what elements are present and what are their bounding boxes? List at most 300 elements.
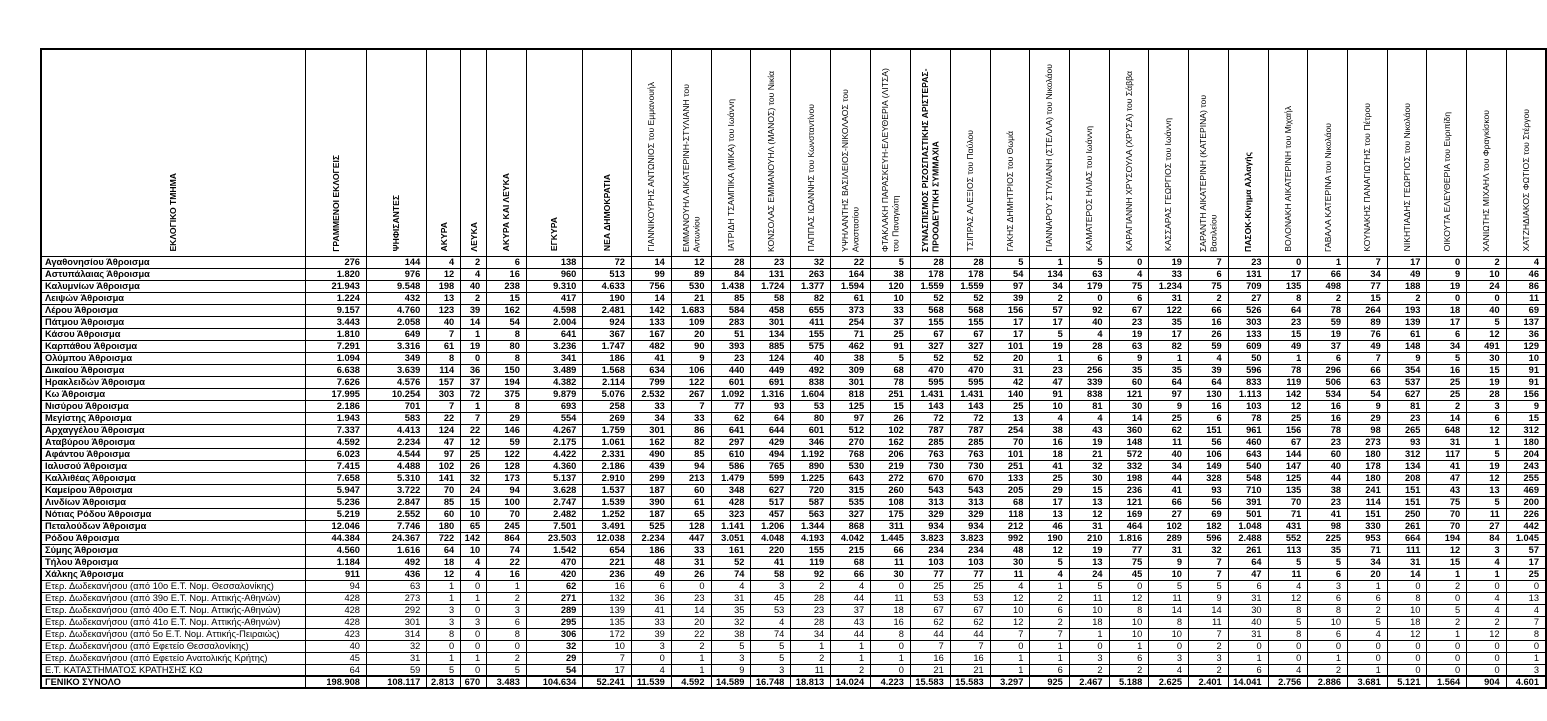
cell: 2.747: [526, 496, 582, 508]
cell: 0: [1149, 640, 1189, 652]
cell: 0: [871, 580, 911, 592]
cell: 2.532: [631, 388, 671, 400]
cell: 43: [1427, 484, 1467, 496]
cell: 19: [1149, 256, 1189, 268]
cell: 701: [366, 400, 426, 412]
cell: 164: [831, 268, 871, 280]
cell: 2.813: [427, 676, 461, 688]
column-header-label: ΟΙΚΟΥΤΑ ΕΛΕΥΘΕΡΙΑ του Ευριπίδη: [1441, 112, 1452, 252]
table-row: [41, 568, 1546, 580]
cell: 309: [831, 364, 871, 376]
cell: 2.910: [583, 472, 632, 484]
cell: 8: [487, 328, 527, 340]
cell: 5: [1308, 556, 1348, 568]
cell: 32: [526, 640, 582, 652]
cell: 3: [427, 604, 461, 616]
column-header-15: [910, 49, 950, 256]
cell: 86: [1506, 280, 1546, 292]
cell: 66: [1308, 268, 1348, 280]
cell: 12.038: [583, 532, 632, 544]
cell: 2: [1069, 664, 1109, 676]
cell: 18: [427, 556, 461, 568]
cell: 14: [1387, 568, 1427, 580]
cell: 103: [950, 556, 990, 568]
cell: 289: [526, 604, 582, 616]
cell: 61: [671, 496, 711, 508]
cell: 2.004: [526, 316, 582, 328]
cell: 25: [871, 328, 911, 340]
cell: 182: [1188, 520, 1228, 532]
cell: 7: [427, 400, 461, 412]
cell: 0: [871, 640, 911, 652]
cell: 67: [1109, 304, 1149, 316]
column-header-12: [791, 49, 831, 256]
cell: 12: [1268, 592, 1308, 604]
column-header-26: [1348, 49, 1388, 256]
cell: 0: [461, 628, 487, 640]
cell: 14.024: [831, 676, 871, 688]
cell: 303: [427, 388, 461, 400]
cell: 41: [751, 556, 791, 568]
cell: 833: [1228, 376, 1268, 388]
cell: 2: [1188, 292, 1228, 304]
cell: 61: [1387, 328, 1427, 340]
cell: 29: [1348, 412, 1388, 424]
cell: 44: [1308, 472, 1348, 484]
row-label: Καρπάθου Άθροισμα: [41, 340, 305, 352]
cell: 124: [751, 352, 791, 364]
cell: 9.548: [366, 280, 426, 292]
cell: 10: [1069, 604, 1109, 616]
cell: 19: [1069, 436, 1109, 448]
cell: 0: [461, 352, 487, 364]
cell: 21: [950, 664, 990, 676]
cell: 151: [1188, 424, 1228, 436]
cell: 81: [1069, 400, 1109, 412]
cell: 18: [1427, 304, 1467, 316]
cell: 5: [711, 640, 751, 652]
cell: 4: [1467, 592, 1506, 604]
cell: 506: [1308, 376, 1348, 388]
cell: 4.760: [366, 304, 426, 316]
cell: 75: [1109, 280, 1149, 292]
cell: 1: [990, 664, 1030, 676]
cell: 65: [461, 520, 487, 532]
cell: 7: [1506, 616, 1546, 628]
cell: 205: [990, 484, 1030, 496]
table-row: [41, 412, 1546, 424]
row-label: Ετερ. Δωδεκανήσου (από Εφετείο Ανατολικής Κρήτης): [41, 652, 305, 664]
cell: 2.552: [366, 508, 426, 520]
cell: 285: [950, 436, 990, 448]
column-header-label: ΑΚΥΡΑ ΚΑΙ ΛΕΥΚΑ: [501, 173, 512, 252]
cell: 787: [950, 424, 990, 436]
cell: 50: [1228, 352, 1268, 364]
cell: 190: [583, 292, 632, 304]
cell: 26: [871, 412, 911, 424]
cell: 140: [990, 388, 1030, 400]
column-header-label: ΨΗΦΙΣΑΝΤΕΣ: [391, 195, 402, 252]
cell: 101: [990, 340, 1030, 352]
cell: 301: [631, 424, 671, 436]
cell: 31: [990, 364, 1030, 376]
cell: 162: [871, 436, 911, 448]
cell: 63: [1069, 268, 1109, 280]
cell: 172: [583, 628, 632, 640]
cell: 49: [631, 568, 671, 580]
cell: 39: [1188, 364, 1228, 376]
row-label: Νότιας Ρόδου Άθροισμα: [41, 508, 305, 520]
cell: 155: [791, 328, 831, 340]
column-header-29: [1467, 49, 1506, 256]
cell: 315: [831, 484, 871, 496]
cell: 3: [1069, 652, 1109, 664]
cell: 1.542: [526, 544, 582, 556]
cell: 4.544: [366, 448, 426, 460]
cell: 517: [751, 496, 791, 508]
cell: 6: [1308, 568, 1348, 580]
cell: 44: [831, 628, 871, 640]
cell: 89: [671, 268, 711, 280]
cell: 1: [1506, 652, 1546, 664]
column-header-24: [1268, 49, 1308, 256]
cell: 10: [1109, 616, 1149, 628]
column-header-9: [671, 49, 711, 256]
cell: 273: [1348, 436, 1388, 448]
cell: 13: [1467, 484, 1506, 496]
table-row: [41, 268, 1546, 280]
cell: 296: [1308, 364, 1348, 376]
cell: 1.559: [910, 280, 950, 292]
cell: 109: [671, 316, 711, 328]
cell: 12: [1467, 424, 1506, 436]
cell: 3.489: [526, 364, 582, 376]
cell: 114: [1348, 496, 1388, 508]
cell: 28: [791, 592, 831, 604]
cell: 13: [427, 292, 461, 304]
cell: 137: [1506, 316, 1546, 328]
cell: 720: [791, 484, 831, 496]
cell: 2: [1109, 664, 1149, 676]
cell: 1: [1308, 652, 1348, 664]
cell: 2: [1188, 664, 1228, 676]
cell: 10: [461, 508, 487, 520]
cell: 193: [1387, 304, 1427, 316]
cell: 2: [671, 640, 711, 652]
cell: 52: [910, 292, 950, 304]
cell: 162: [631, 436, 671, 448]
cell: 131: [751, 268, 791, 280]
column-header-label: ΧΑΤΖΗΔΙΑΚΟΣ ΦΩΤΙΟΣ του Στέργου: [1520, 109, 1531, 252]
cell: 373: [831, 304, 871, 316]
column-header-label: ΚΟΝΣΟΛΑΣ ΕΜΜΑΝΟΥΗΛ (ΜΑΝΟΣ) του Νικία: [765, 70, 776, 252]
cell: 5.137: [526, 472, 582, 484]
cell: 27: [1228, 292, 1268, 304]
cell: 225: [1308, 532, 1348, 544]
cell: 976: [366, 268, 426, 280]
cell: 0: [1308, 640, 1348, 652]
cell: 314: [366, 628, 426, 640]
cell: 458: [751, 304, 791, 316]
cell: 12: [427, 568, 461, 580]
cell: 254: [990, 424, 1030, 436]
cell: 70: [1427, 508, 1467, 520]
cell: 691: [751, 376, 791, 388]
cell: 301: [831, 376, 871, 388]
cell: 1: [461, 592, 487, 604]
cell: 960: [526, 268, 582, 280]
cell: 4: [711, 580, 751, 592]
cell: 273: [366, 592, 426, 604]
cell: 9: [1348, 400, 1388, 412]
cell: 8: [871, 628, 911, 640]
cell: 442: [1506, 520, 1546, 532]
cell: 131: [1228, 268, 1268, 280]
cell: 22: [461, 424, 487, 436]
cell: 664: [1387, 532, 1427, 544]
cell: 670: [910, 472, 950, 484]
cell: 77: [950, 568, 990, 580]
cell: 469: [1506, 484, 1546, 496]
cell: 4: [1506, 256, 1546, 268]
cell: 91: [1506, 376, 1546, 388]
cell: 6: [1109, 292, 1149, 304]
cell: 1: [487, 580, 527, 592]
cell: 596: [1188, 532, 1228, 544]
cell: 12: [990, 616, 1030, 628]
cell: 7: [1030, 628, 1069, 640]
column-header-8: [631, 49, 671, 256]
cell: 5: [1467, 448, 1506, 460]
cell: 627: [751, 484, 791, 496]
cell: 47: [427, 436, 461, 448]
cell: 122: [487, 448, 527, 460]
cell: 18.813: [791, 676, 831, 688]
cell: 4: [1069, 328, 1109, 340]
cell: 610: [711, 448, 751, 460]
cell: 6: [1030, 664, 1069, 676]
cell: 4.360: [526, 460, 582, 472]
cell: 11: [1268, 568, 1308, 580]
cell: 595: [910, 376, 950, 388]
cell: 187: [631, 508, 671, 520]
cell: 3: [751, 580, 791, 592]
cell: 283: [711, 316, 751, 328]
cell: 30: [1069, 472, 1109, 484]
cell: 7.337: [305, 424, 366, 436]
cell: 16: [1427, 364, 1467, 376]
cell: 431: [1268, 520, 1308, 532]
cell: 90: [671, 340, 711, 352]
column-header-label: ΓΡΑΜΜΕΝΟΙ ΕΚΛΟΓΕΙΣ: [330, 154, 341, 252]
cell: 6: [1188, 268, 1228, 280]
cell: 0: [427, 640, 461, 652]
cell: 37: [871, 316, 911, 328]
column-header-label: ΓΑΒΑΛΑ ΚΑΤΕΡΙΝΑ του Νικολάου: [1322, 122, 1333, 252]
cell: 885: [751, 340, 791, 352]
cell: 4.382: [526, 376, 582, 388]
cell: 29: [1030, 484, 1069, 496]
cell: 3.681: [1348, 676, 1388, 688]
cell: 9.879: [526, 388, 582, 400]
cell: 129: [1506, 340, 1546, 352]
table-row: [41, 256, 1546, 268]
cell: 15: [487, 292, 527, 304]
cell: 157: [427, 376, 461, 388]
cell: 12: [1069, 508, 1109, 520]
cell: 6: [1030, 604, 1069, 616]
cell: 81: [1387, 400, 1427, 412]
cell: 360: [1109, 424, 1149, 436]
cell: 78: [1308, 304, 1348, 316]
cell: 1: [1228, 652, 1268, 664]
cell: 269: [583, 412, 632, 424]
cell: 155: [950, 316, 990, 328]
cell: 5.236: [305, 496, 366, 508]
cell: 3: [487, 604, 527, 616]
cell: 102: [1149, 520, 1189, 532]
cell: 66: [1149, 496, 1189, 508]
cell: 2: [1030, 616, 1069, 628]
cell: 6: [1109, 652, 1149, 664]
cell: 1.316: [751, 388, 791, 400]
cell: 2: [1188, 640, 1228, 652]
table-row: [41, 340, 1546, 352]
cell: 34: [1030, 280, 1069, 292]
cell: 17: [1387, 256, 1427, 268]
cell: 67: [1268, 436, 1308, 448]
cell: 10: [1308, 616, 1348, 628]
cell: 34: [1348, 268, 1388, 280]
table-row: [41, 532, 1546, 544]
cell: 756: [631, 280, 671, 292]
cell: 270: [831, 436, 871, 448]
column-header-21: [1149, 49, 1189, 256]
cell: 5.219: [305, 508, 366, 520]
cell: 4: [427, 256, 461, 268]
cell: 146: [487, 424, 527, 436]
cell: 2: [791, 580, 831, 592]
cell: 142: [1268, 388, 1308, 400]
column-header-label: ΚΑΣΣΑΡΑΣ ΓΕΩΡΓΙΟΣ του Ιωάννη: [1163, 118, 1174, 252]
cell: 111: [1387, 544, 1427, 556]
cell: 92: [791, 568, 831, 580]
cell: 135: [583, 616, 632, 628]
cell: 41: [631, 604, 671, 616]
cell: 449: [751, 364, 791, 376]
cell: 49: [1348, 340, 1388, 352]
cell: 156: [1506, 388, 1546, 400]
cell: 4.592: [671, 676, 711, 688]
cell: 64: [1188, 376, 1228, 388]
cell: 586: [711, 460, 751, 472]
cell: 241: [1348, 484, 1388, 496]
cell: 11: [990, 568, 1030, 580]
column-header-label: ΣΑΡΑΝΤΗ ΑΙΚΑΤΕΡΙΝΗ (ΚΑΤΕΡΙΝΑ) του Βασιλείου: [1198, 94, 1219, 252]
cell: 0: [1387, 652, 1427, 664]
cell: 122: [671, 376, 711, 388]
cell: 2.234: [631, 532, 671, 544]
cell: 2: [1308, 664, 1348, 676]
cell: 13: [990, 412, 1030, 424]
column-header-label: ΓΑΚΗΣ ΔΗΜΗΤΡΙΟΣ του Θωμά: [1004, 131, 1015, 252]
cell: 297: [711, 436, 751, 448]
cell: 40: [1149, 448, 1189, 460]
cell: 329: [910, 508, 950, 520]
cell: 4: [1069, 412, 1109, 424]
cell: 59: [1308, 316, 1348, 328]
cell: 128: [671, 520, 711, 532]
cell: 649: [366, 328, 426, 340]
cell: 35: [1109, 364, 1149, 376]
cell: 1.810: [305, 328, 366, 340]
cell: 8: [487, 628, 527, 640]
cell: 39: [461, 304, 487, 316]
cell: 31: [1228, 628, 1268, 640]
cell: 10: [1506, 352, 1546, 364]
cell: 34: [1149, 460, 1189, 472]
cell: 82: [1149, 340, 1189, 352]
cell: 16: [910, 652, 950, 664]
cell: 63: [1348, 376, 1388, 388]
cell: 2: [1427, 616, 1467, 628]
cell: 14: [1427, 412, 1467, 424]
cell: 10: [871, 292, 911, 304]
cell: 267: [671, 388, 711, 400]
cell: 156: [990, 304, 1030, 316]
row-label: Ολύμπου Άθροισμα: [41, 352, 305, 364]
cell: 74: [487, 544, 527, 556]
cell: 89: [1348, 316, 1388, 328]
cell: 11: [871, 556, 911, 568]
cell: 151: [1387, 484, 1427, 496]
cell: 133: [990, 472, 1030, 484]
cell: 7: [990, 628, 1030, 640]
cell: 47: [1228, 568, 1268, 580]
cell: 59: [366, 664, 426, 676]
cell: 188: [1387, 280, 1427, 292]
cell: 23.503: [526, 532, 582, 544]
cell: 120: [871, 280, 911, 292]
cell: 155: [910, 316, 950, 328]
cell: 6: [1188, 412, 1228, 424]
cell: 18: [1069, 616, 1109, 628]
cell: 4: [1030, 568, 1069, 580]
cell: 62: [1149, 424, 1189, 436]
cell: 123: [427, 304, 461, 316]
cell: 5: [1467, 496, 1506, 508]
table-row: [41, 376, 1546, 388]
cell: 1.759: [583, 424, 632, 436]
cell: 119: [1268, 376, 1308, 388]
cell: 32: [711, 616, 751, 628]
cell: 179: [1069, 280, 1109, 292]
cell: 16: [1188, 316, 1228, 328]
cell: 329: [950, 508, 990, 520]
cell: 148: [1387, 340, 1427, 352]
table-row: [41, 460, 1546, 472]
cell: 41: [1427, 460, 1467, 472]
cell: 6: [1228, 580, 1268, 592]
row-label: Ηρακλειδών Άθροισμα: [41, 376, 305, 388]
cell: 391: [1228, 496, 1268, 508]
cell: 5.076: [583, 388, 632, 400]
cell: 4.601: [1506, 676, 1546, 688]
cell: 4: [831, 580, 871, 592]
cell: 864: [487, 532, 527, 544]
cell: 12.046: [305, 520, 366, 532]
cell: 2.331: [583, 448, 632, 460]
